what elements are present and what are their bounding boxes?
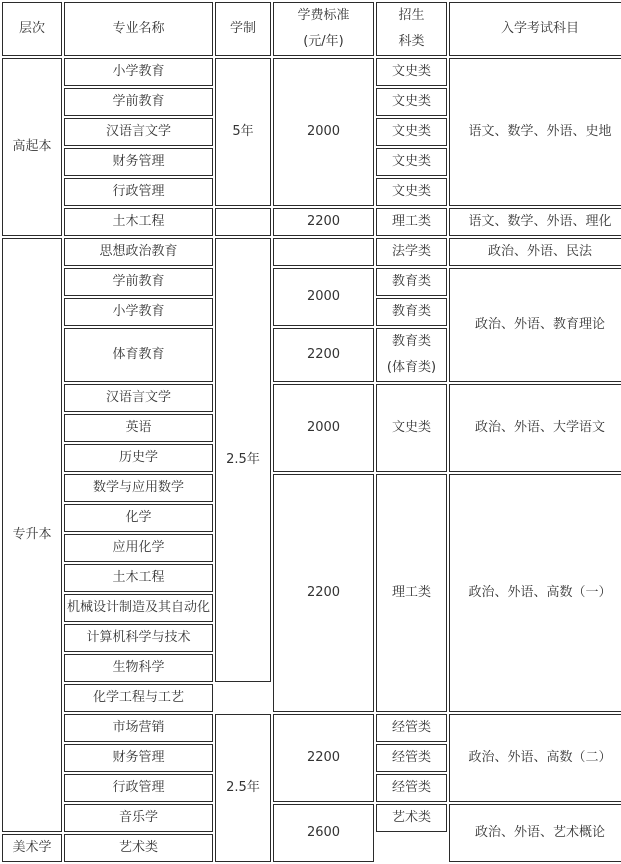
duration-cell [215, 208, 271, 236]
duration-cell: 2.5年 [215, 714, 271, 862]
major-cell: 行政管理 [64, 178, 213, 206]
fee-cell: 2000 [273, 384, 374, 472]
category-cell: 教育类 [376, 298, 447, 326]
fee-cell: 2000 [273, 58, 374, 206]
major-cell: 行政管理 [64, 774, 213, 802]
fee-cell: 2600 [273, 804, 374, 862]
category-cell: 理工类 [376, 474, 447, 712]
category-cell: 艺术类 [64, 834, 213, 862]
major-cell: 数学与应用数学 [64, 474, 213, 502]
table-row [2, 474, 621, 502]
category-line1: 教育类 [391, 334, 431, 349]
major-cell: 计算机科学与技术 [64, 624, 213, 652]
major-cell: 土木工程 [64, 564, 213, 592]
major-cell: 历史学 [64, 444, 213, 472]
level-cell: 专升本 [2, 238, 62, 832]
fee-cell: 2200 [273, 328, 374, 382]
major-cell: 学前教育 [64, 88, 213, 116]
category-cell [376, 328, 447, 382]
fee-cell: 2000 [273, 268, 374, 326]
fee-cell [273, 238, 374, 266]
major-cell: 思想政治教育 [64, 238, 213, 266]
major-cell: 汉语言文学 [64, 384, 213, 412]
table-row [2, 268, 621, 296]
table-row [2, 208, 621, 236]
major-cell: 汉语言文学 [64, 118, 213, 146]
header-category [376, 2, 447, 56]
category-cell: 经管类 [376, 714, 447, 742]
major-cell: 美术学 [2, 834, 62, 862]
header-fee-line2: (元/年) [303, 34, 344, 49]
subjects-cell: 政治、外语、高数（二） [449, 714, 621, 802]
category-cell: 文史类 [376, 384, 447, 472]
category-cell: 艺术类 [376, 804, 447, 832]
header-row [2, 2, 621, 56]
category-cell: 文史类 [376, 178, 447, 206]
fee-cell: 2200 [273, 714, 374, 802]
major-cell: 学前教育 [64, 268, 213, 296]
subjects-cell: 政治、外语、教育理论 [449, 268, 621, 382]
header-fee [273, 2, 374, 56]
major-cell: 小学教育 [64, 298, 213, 326]
category-cell: 文史类 [376, 58, 447, 86]
subjects-cell: 语文、数学、外语、理化 [449, 208, 621, 236]
category-cell: 文史类 [376, 148, 447, 176]
table-row [2, 714, 621, 742]
fee-cell: 2200 [273, 208, 374, 236]
major-cell: 生物科学 [64, 654, 213, 682]
major-cell: 机械设计制造及其自动化 [64, 594, 213, 622]
subjects-cell: 语文、数学、外语、史地 [449, 58, 621, 206]
subjects-cell: 政治、外语、艺术概论 [449, 804, 621, 862]
category-line2: (体育类) [386, 360, 437, 375]
major-cell: 市场营销 [64, 714, 213, 742]
fee-cell: 2200 [273, 474, 374, 712]
category-cell: 经管类 [376, 774, 447, 802]
major-cell: 化学工程与工艺 [64, 684, 213, 712]
category-cell: 法学类 [376, 238, 447, 266]
header-major: 专业名称 [64, 2, 213, 56]
header-duration: 学制 [215, 2, 271, 56]
header-category-line2: 科类 [398, 34, 425, 49]
category-cell: 文史类 [376, 88, 447, 116]
major-cell: 财务管理 [64, 744, 213, 772]
major-cell: 音乐学 [64, 804, 213, 832]
major-cell: 土木工程 [64, 208, 213, 236]
header-level: 层次 [2, 2, 62, 56]
category-cell: 经管类 [376, 744, 447, 772]
header-fee-line1: 学费标准 [297, 8, 350, 23]
category-cell: 理工类 [376, 208, 447, 236]
level-cell: 高起本 [2, 58, 62, 236]
category-cell: 文史类 [376, 118, 447, 146]
duration-cell: 2.5年 [215, 238, 271, 682]
subjects-cell: 政治、外语、大学语文 [449, 384, 621, 472]
table-row [2, 58, 621, 86]
category-cell: 教育类 [376, 268, 447, 296]
header-subjects: 入学考试科目 [449, 2, 621, 56]
table-row [2, 384, 621, 412]
major-cell: 财务管理 [64, 148, 213, 176]
major-cell: 化学 [64, 504, 213, 532]
subjects-cell: 政治、外语、民法 [449, 238, 621, 266]
header-category-line1: 招生 [398, 8, 425, 23]
major-cell: 应用化学 [64, 534, 213, 562]
major-cell: 体育教育 [64, 328, 213, 382]
table-row [2, 238, 621, 266]
major-cell: 小学教育 [64, 58, 213, 86]
table-row [2, 804, 621, 832]
major-cell: 英语 [64, 414, 213, 442]
duration-cell: 5年 [215, 58, 271, 206]
subjects-cell: 政治、外语、高数（一） [449, 474, 621, 712]
